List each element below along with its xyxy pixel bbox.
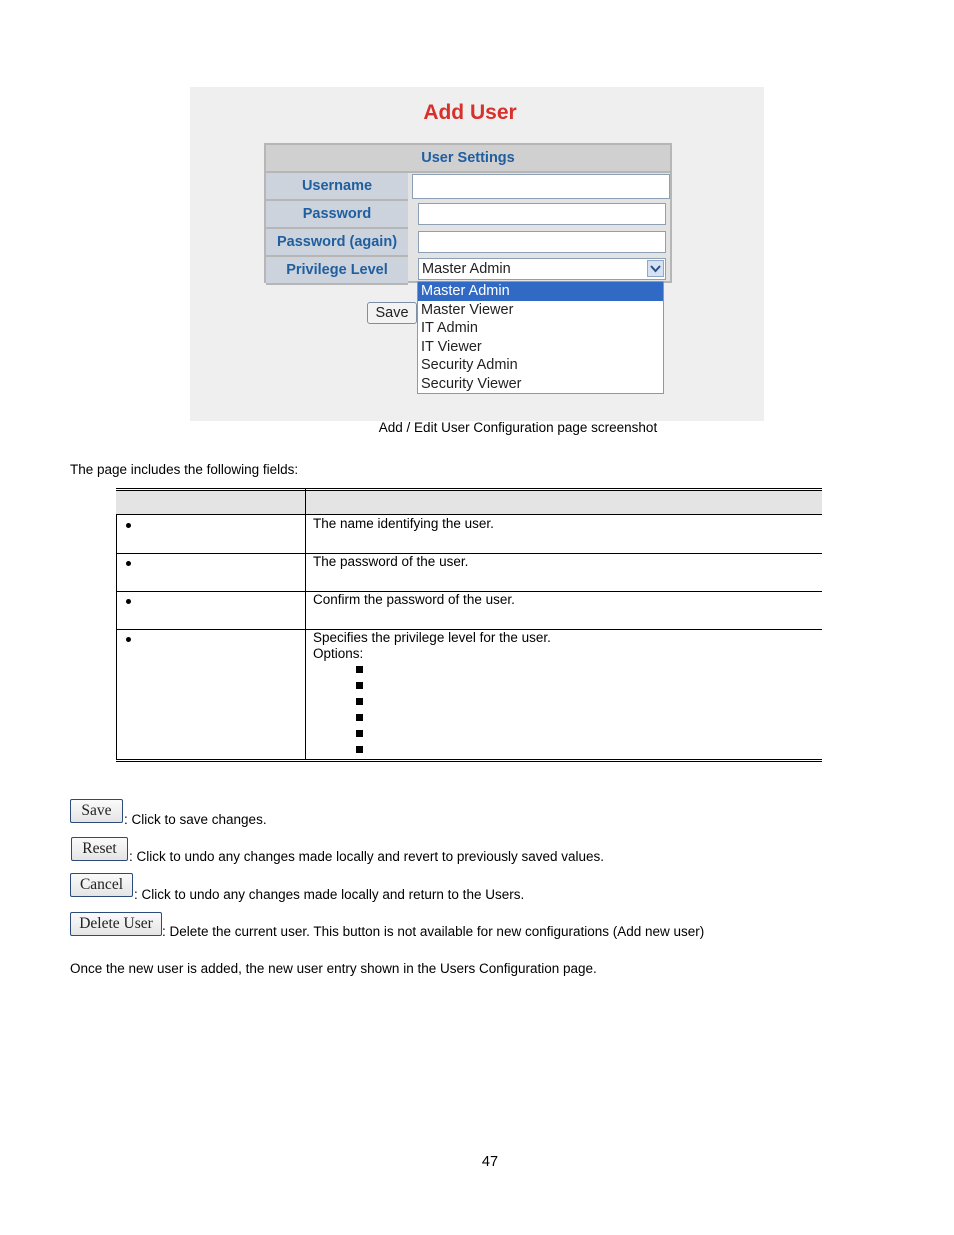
option-it-admin[interactable]: IT Admin — [421, 320, 478, 337]
option-bullet — [356, 730, 363, 737]
row-bullet — [126, 599, 131, 604]
privilege-level-description: Specifies the privilege level for the user. — [313, 630, 551, 645]
password-input[interactable] — [418, 203, 666, 225]
add-user-title: Add User — [423, 101, 517, 124]
save-button-image[interactable]: Save — [70, 799, 123, 823]
options-label: Options: — [313, 646, 364, 661]
option-master-viewer[interactable]: Master Viewer — [421, 301, 514, 318]
option-security-viewer[interactable]: Security Viewer — [421, 376, 522, 392]
fields-table — [116, 488, 822, 762]
password-again-input[interactable] — [418, 231, 666, 253]
username-label: Username — [266, 173, 408, 201]
username-description: The name identifying the user. — [313, 516, 494, 531]
privilege-selected-value: Master Admin — [422, 261, 511, 277]
privilege-level-select[interactable] — [418, 258, 666, 280]
option-bullet — [356, 682, 363, 689]
table-rule-bottom — [116, 759, 822, 760]
option-security-admin[interactable]: Security Admin — [421, 357, 518, 374]
chevron-down-icon[interactable] — [647, 260, 664, 277]
option-bullet — [356, 666, 363, 673]
fields-table-header — [116, 490, 822, 514]
reset-button-image[interactable]: Reset — [71, 837, 128, 861]
cancel-button-description: : Click to undo any changes made locally and return to the Users. — [134, 887, 525, 902]
table-rule-bottom-double — [116, 761, 822, 762]
option-bullet — [356, 714, 363, 721]
table-left-border — [116, 514, 117, 759]
row-bullet — [126, 523, 131, 528]
cancel-button-image[interactable]: Cancel — [70, 873, 133, 897]
intro-text: The page includes the following fields: — [70, 462, 299, 477]
password-again-label: Password (again) — [266, 229, 408, 257]
delete-user-button-image[interactable]: Delete User — [70, 912, 162, 936]
option-bullet — [356, 746, 363, 753]
figure-caption: Add / Edit User Configuration page screenshot — [378, 420, 658, 435]
table-rule-top-double — [116, 490, 822, 491]
table-rule — [116, 553, 822, 554]
row-bullet — [126, 561, 131, 566]
save-button-description: : Click to save changes. — [124, 812, 267, 827]
option-master-admin[interactable]: Master Admin — [418, 282, 663, 301]
password-description: The password of the user. — [313, 554, 469, 569]
user-settings-table — [264, 143, 672, 283]
delete-user-button-description: : Delete the current user. This button is not available for new configurations (Add new user) — [162, 924, 705, 939]
row-bullet — [126, 637, 131, 642]
option-it-viewer[interactable]: IT Viewer — [421, 338, 482, 355]
privilege-level-label: Privilege Level — [266, 257, 408, 285]
table-column-divider — [305, 488, 306, 759]
user-settings-header: User Settings — [266, 145, 670, 173]
save-button[interactable]: Save — [367, 302, 417, 324]
table-rule-header — [116, 514, 822, 515]
password-again-description: Confirm the password of the user. — [313, 592, 515, 607]
reset-button-description: : Click to undo any changes made locally and revert to previously saved values. — [129, 849, 605, 864]
page-number: 47 — [481, 1154, 499, 1170]
closing-note: Once the new user is added, the new user entry shown in the Users Configuration page. — [70, 961, 597, 976]
table-rule-top — [116, 488, 822, 489]
username-input[interactable] — [412, 174, 670, 199]
password-label: Password — [266, 201, 408, 229]
privilege-dropdown-list — [417, 281, 664, 394]
option-bullet — [356, 698, 363, 705]
screenshot-panel — [190, 87, 764, 421]
